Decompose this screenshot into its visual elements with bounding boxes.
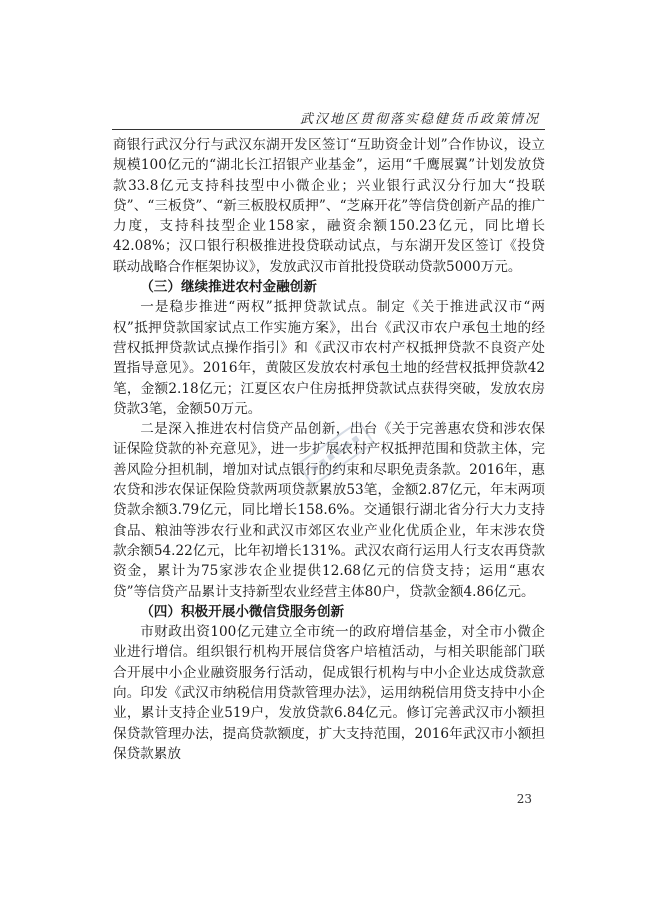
paragraph-continued: 商银行武汉分行与武汉东湖开发区签订“互助资金计划”合作协议，设立规模100亿元的“湖北长江招银产业基金”，运用“千鹰展翼”计划发放贷款33.8亿元支持科技型中小微企业；兴业银行武汉分行加大“投联贷”、“三板贷”、“新三板股权质押”、“芝麻开花”等信贷创新产品的推广力度，支持科技型企业158家，融资余额150.23亿元，同比增长42.08%；汉口银行积极推进投贷联动试点，与东湖开发区签订《投贷联动战略合作框架协议》，发放武汉市首批投贷联动贷款5000万元。 xyxy=(113,137,545,275)
paragraph: 市财政出资100亿元建立全市统一的政府增信基金，对全市小微企业进行增信。组织银行机构开展信贷客户培植活动，与相关职能部门联合开展中小企业融资服务行活动，促成银行机构与中小企业达成贷款意向。印发《武汉市纳税信用贷款管理办法》，运用纳税信用贷支持中小企业，累计支持企业519户，发放贷款6.84亿元。修订完善武汉市小额担保贷款管理办法，提高贷款额度，扩大支持范围，2016年武汉市小额担保贷款累放 xyxy=(113,624,545,762)
header-rule xyxy=(112,129,545,130)
paragraph: 一是稳步推进“两权”抵押贷款试点。制定《关于推进武汉市“两权”抵押贷款国家试点工作实施方案》，出台《武汉市农户承包土地的经营权抵押贷款试点操作指引》和《武汉市农村产权抵押贷款不良资产处置指导意见》。2016年，黄陂区发放农村承包土地的经营权抵押贷款42笔，金额2.18亿元；江夏区农户住房抵押贷款试点获得突破，发放农房贷款3笔，金额50万元。 xyxy=(113,299,545,417)
section-heading-3: （三）继续推进农村金融创新 xyxy=(140,279,317,296)
page-number: 23 xyxy=(516,792,532,806)
running-header: 武汉地区贯彻落实稳健货币政策情况 xyxy=(299,112,540,127)
paragraph: 二是深入推进农村信贷产品创新，出台《关于完善惠农贷和涉农保证保险贷款的补充意见》，进一步扩展农村产权抵押范围和贷款主体，完善风险分担机制，增加对试点银行的约束和尽职免责条款。2016年，惠农贷和涉农保证保险贷款两项贷款累放53笔，金额2.87亿元，年末两项贷款余额3.79亿元，同比增长158.6%。交通银行湖北省分行大力支持食品、粮油等涉农行业和武汉市郊区农业产业化优质企业，年末涉农贷款余额54.22亿元，比年初增长131%。武汉农商行运用人行支农再贷款资金，累计为75家涉农企业提供12.68亿元的信贷支持；运用“惠农贷”等信贷产品累计支持新型农业经营主体80户，贷款金额4.86亿元。 xyxy=(113,421,545,600)
section-heading-4: （四）积极开展小微信贷服务创新 xyxy=(140,603,345,620)
